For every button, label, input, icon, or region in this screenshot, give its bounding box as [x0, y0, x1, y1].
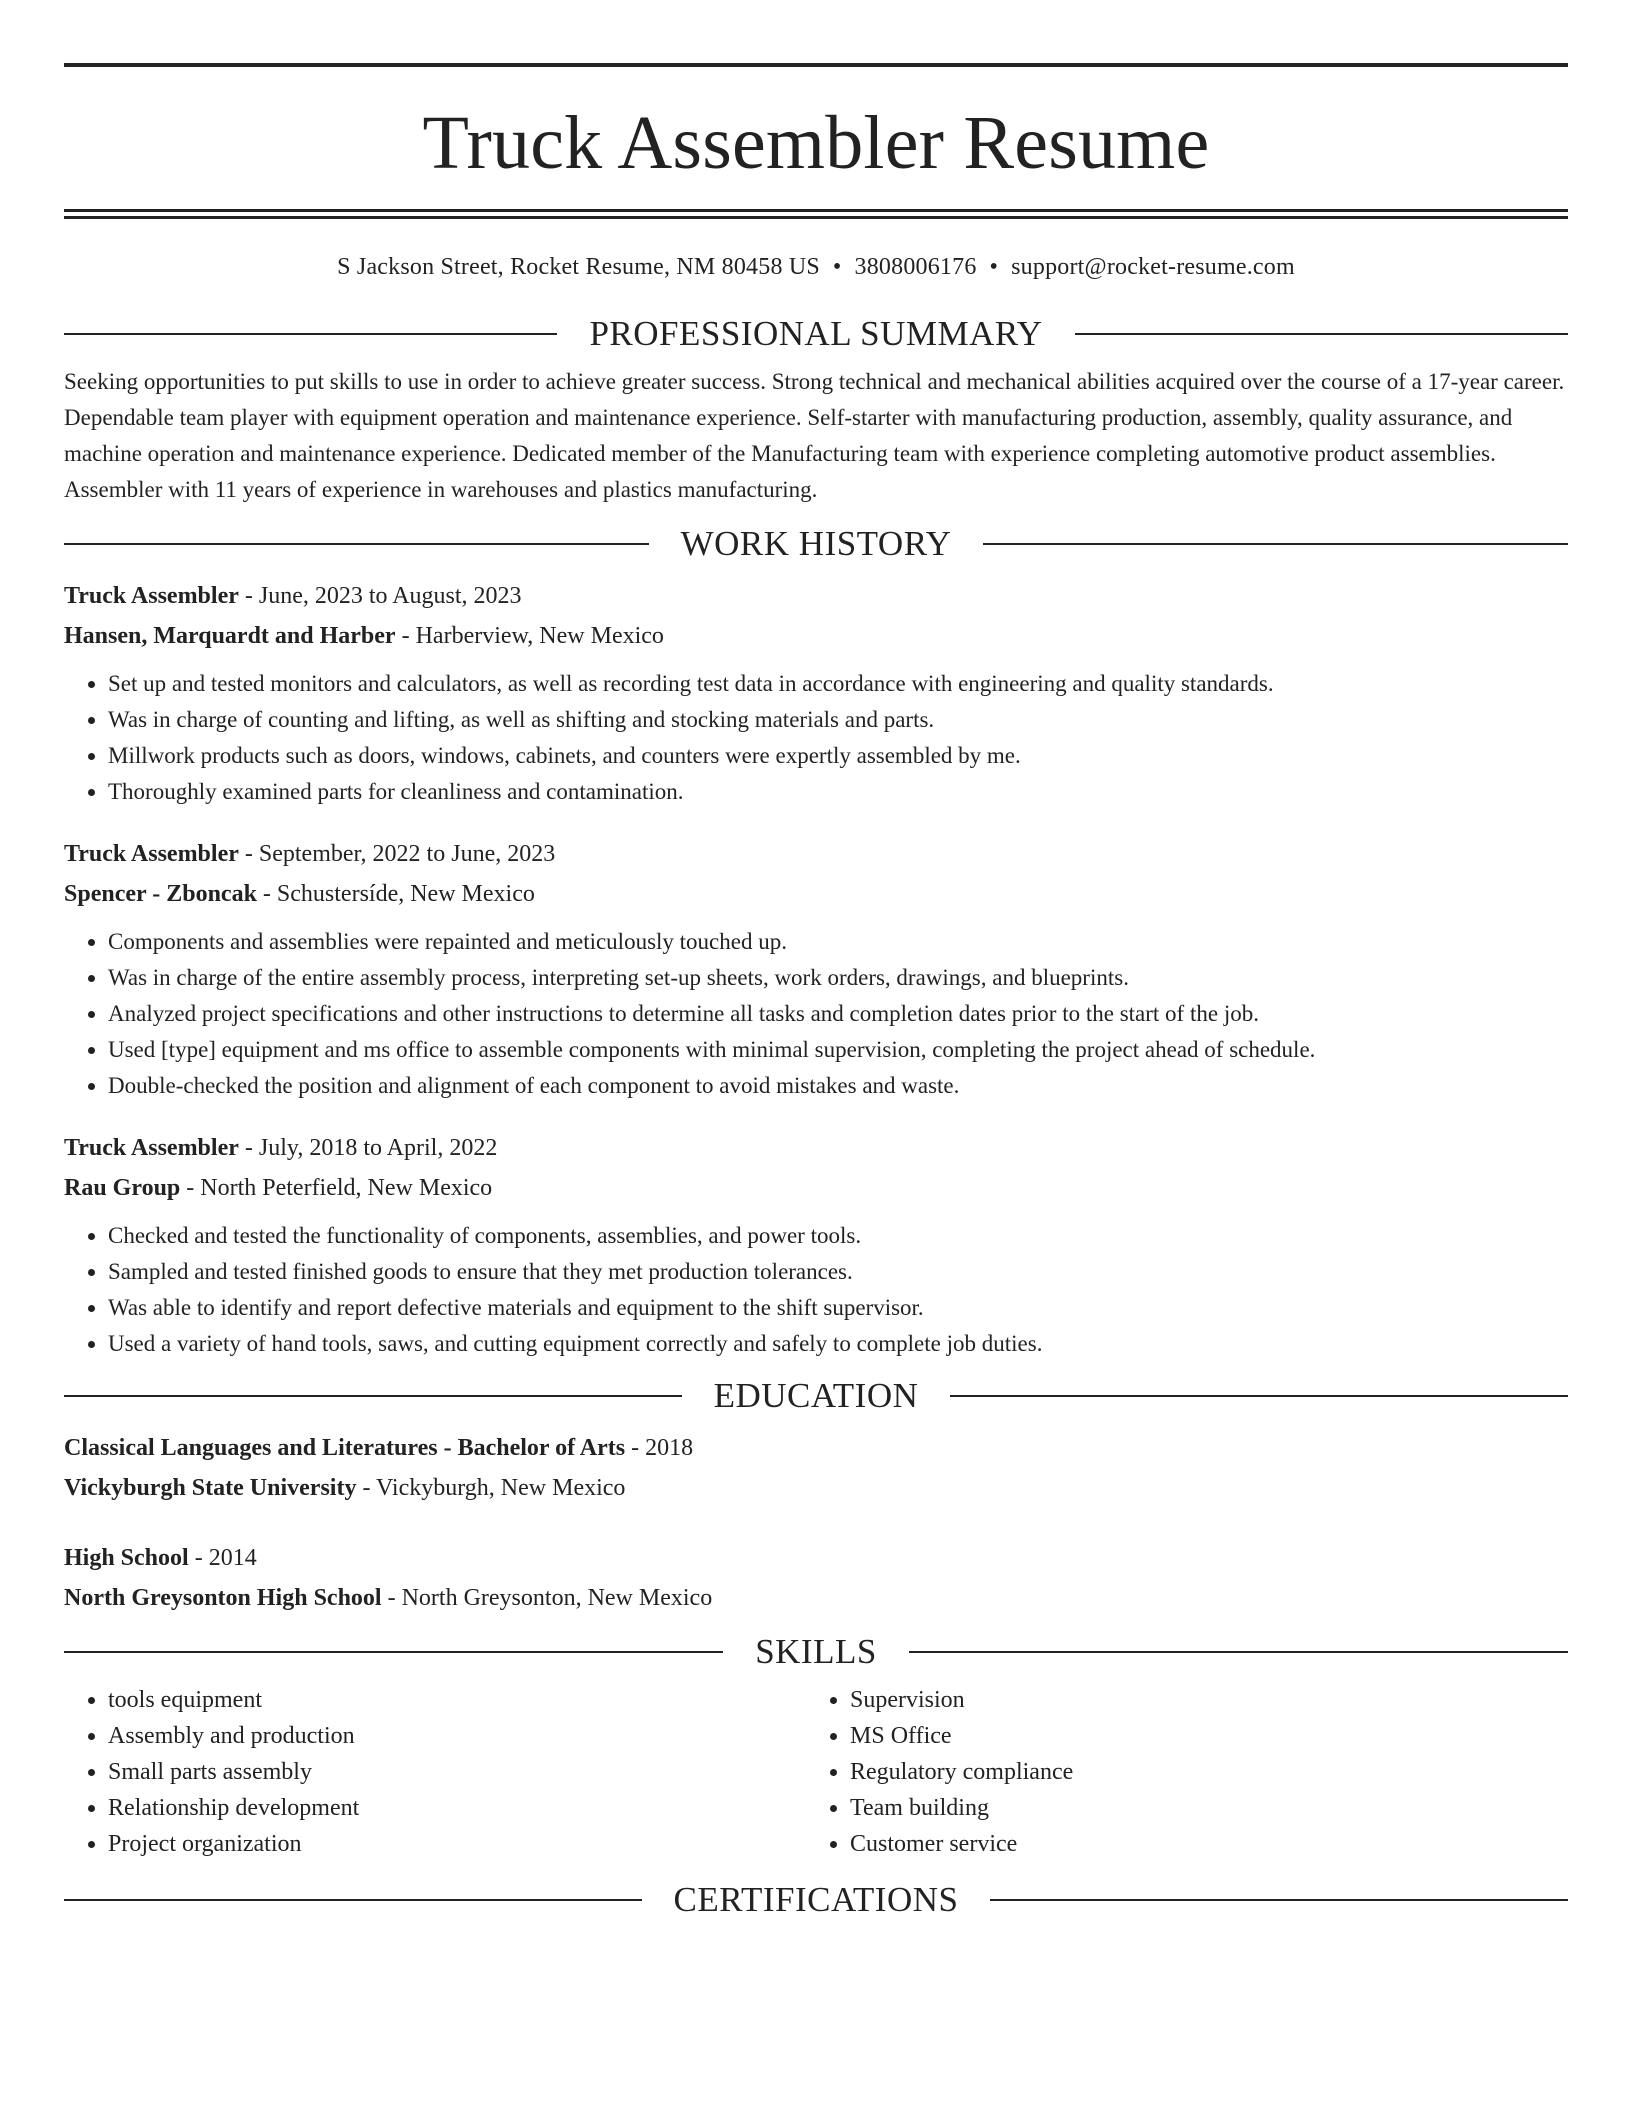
job-title-line — [64, 576, 1568, 616]
section-title: CERTIFICATIONS — [673, 1880, 959, 1919]
list-item: • Used a variety of hand tools, saws, and cutting equipment correctly and safely to complete job duties. — [108, 1326, 1568, 1362]
skill-item: • Assembly and production — [108, 1718, 806, 1754]
education-school: Vickyburgh State University — [64, 1475, 357, 1501]
list-item: • Checked and tested the functionality of components, assemblies, and power tools. — [108, 1218, 1568, 1254]
title-double-rule — [64, 209, 1568, 219]
list-item: • Was in charge of the entire assembly process, interpreting set-up sheets, work orders, drawings, and blueprints. — [108, 960, 1568, 996]
job-title: Truck Assembler — [64, 841, 239, 867]
job-company-line — [64, 874, 1568, 914]
education-degree: Classical Languages and Literatures - Bachelor of Arts — [64, 1435, 626, 1461]
education-year: - 2018 — [625, 1435, 694, 1461]
education-degree-line — [64, 1538, 1568, 1578]
education-entry — [64, 1538, 1568, 1618]
heading-rule — [1075, 333, 1568, 335]
job-title: Truck Assembler — [64, 583, 239, 609]
skills-column-right — [806, 1682, 1548, 1862]
skill-item: • Customer service — [850, 1826, 1548, 1862]
job-dates: - June, 2023 to August, 2023 — [238, 583, 522, 609]
list-item: • Thoroughly examined parts for cleanliness and contamination. — [108, 774, 1568, 810]
section-heading-education — [64, 1376, 1568, 1416]
job-location: - Harberview, New Mexico — [395, 623, 664, 649]
list-item: • Analyzed project specifications and other instructions to determine all tasks and completion dates prior to the start of the job. — [108, 996, 1568, 1032]
job-bullets — [64, 1218, 1568, 1362]
list-item: • Was in charge of counting and lifting, as well as shifting and stocking materials and parts. — [108, 702, 1568, 738]
section-title: PROFESSIONAL SUMMARY — [589, 314, 1043, 353]
heading-rule — [64, 1651, 723, 1653]
job-dates: - July, 2018 to April, 2022 — [238, 1135, 498, 1161]
skill-item: • Team building — [850, 1790, 1548, 1826]
job-bullets — [64, 666, 1568, 810]
job-company: Spencer - Zboncak — [64, 881, 257, 907]
contact-separator: • — [832, 254, 842, 280]
job-dates: - September, 2022 to June, 2023 — [238, 841, 556, 867]
job-entry — [64, 1128, 1568, 1362]
contact-email: support@rocket-resume.com — [1011, 254, 1295, 280]
skill-item: • Project organization — [108, 1826, 806, 1862]
education-location: - Vickyburgh, New Mexico — [356, 1475, 626, 1501]
section-heading-summary — [64, 314, 1568, 354]
job-bullets — [64, 924, 1568, 1104]
job-entry — [64, 834, 1568, 1104]
education-year: - 2014 — [188, 1545, 257, 1571]
heading-rule — [64, 1899, 642, 1901]
skill-item: • Regulatory compliance — [850, 1754, 1548, 1790]
job-company: Hansen, Marquardt and Harber — [64, 623, 396, 649]
job-title: Truck Assembler — [64, 1135, 239, 1161]
list-item: • Set up and tested monitors and calculators, as well as recording test data in accordance with engineering and quality standards. — [108, 666, 1568, 702]
job-company-line — [64, 616, 1568, 656]
skill-item: • Small parts assembly — [108, 1754, 806, 1790]
heading-rule — [64, 543, 649, 545]
contact-address: S Jackson Street, Rocket Resume, NM 80458 US — [337, 254, 820, 280]
skill-item: • Supervision — [850, 1682, 1548, 1718]
list-item: • Sampled and tested finished goods to ensure that they met production tolerances. — [108, 1254, 1568, 1290]
job-company-line — [64, 1168, 1568, 1208]
heading-rule — [983, 543, 1568, 545]
education-school: North Greysonton High School — [64, 1585, 382, 1611]
resume-page — [64, 0, 1568, 1920]
education-entry — [64, 1428, 1568, 1508]
skill-item: • Relationship development — [108, 1790, 806, 1826]
list-item: • Double-checked the position and alignment of each component to avoid mistakes and waste. — [108, 1068, 1568, 1104]
section-heading-skills — [64, 1632, 1568, 1672]
job-location: - North Peterfield, New Mexico — [180, 1175, 493, 1201]
skills-grid — [64, 1682, 1568, 1862]
education-degree-line — [64, 1428, 1568, 1468]
resume-title: Truck Assembler Resume — [422, 101, 1210, 185]
heading-rule — [950, 1395, 1568, 1397]
heading-rule — [909, 1651, 1568, 1653]
job-company: Rau Group — [64, 1175, 181, 1201]
list-item: • Millwork products such as doors, windows, cabinets, and counters were expertly assembled by me. — [108, 738, 1568, 774]
job-title-line — [64, 834, 1568, 874]
section-title: WORK HISTORY — [680, 524, 952, 563]
education-school-line — [64, 1468, 1568, 1508]
section-title: EDUCATION — [713, 1376, 919, 1415]
contact-separator: • — [989, 254, 999, 280]
section-title: SKILLS — [755, 1632, 877, 1671]
skill-item: • MS Office — [850, 1718, 1548, 1754]
contact-phone: 3808006176 — [854, 254, 977, 280]
section-heading-work — [64, 524, 1568, 564]
summary-text: Seeking opportunities to put skills to use in order to achieve greater success. Strong technical and mechanical abilities acquired over the course of a 17-year career. Dependable team player with equipment operation and maintenance experience. Self-starter with manufacturing production, assembly, quality assurance, and machine operation and maintenance experience. Dedicated member of the Manufacturing team with experience completing automotive product assemblies. Assembler with 11 years of experience in warehouses and plastics manufacturing. — [64, 369, 1565, 502]
list-item: • Was able to identify and report defective materials and equipment to the shift supervisor. — [108, 1290, 1568, 1326]
education-degree: High School — [64, 1545, 189, 1571]
heading-rule — [64, 1395, 682, 1397]
heading-rule — [990, 1899, 1568, 1901]
list-item: • Used [type] equipment and ms office to assemble components with minimal supervision, completing the project ahead of schedule. — [108, 1032, 1568, 1068]
education-location: - North Greysonton, New Mexico — [381, 1585, 713, 1611]
heading-rule — [64, 333, 557, 335]
education-school-line — [64, 1578, 1568, 1618]
skills-column-left — [64, 1682, 806, 1862]
section-heading-certifications — [64, 1880, 1568, 1920]
job-entry — [64, 576, 1568, 810]
contact-line — [64, 251, 1568, 283]
list-item: • Components and assemblies were repainted and meticulously touched up. — [108, 924, 1568, 960]
skill-item: • tools equipment — [108, 1682, 806, 1718]
job-location: - Schustersíde, New Mexico — [256, 881, 535, 907]
job-title-line — [64, 1128, 1568, 1168]
